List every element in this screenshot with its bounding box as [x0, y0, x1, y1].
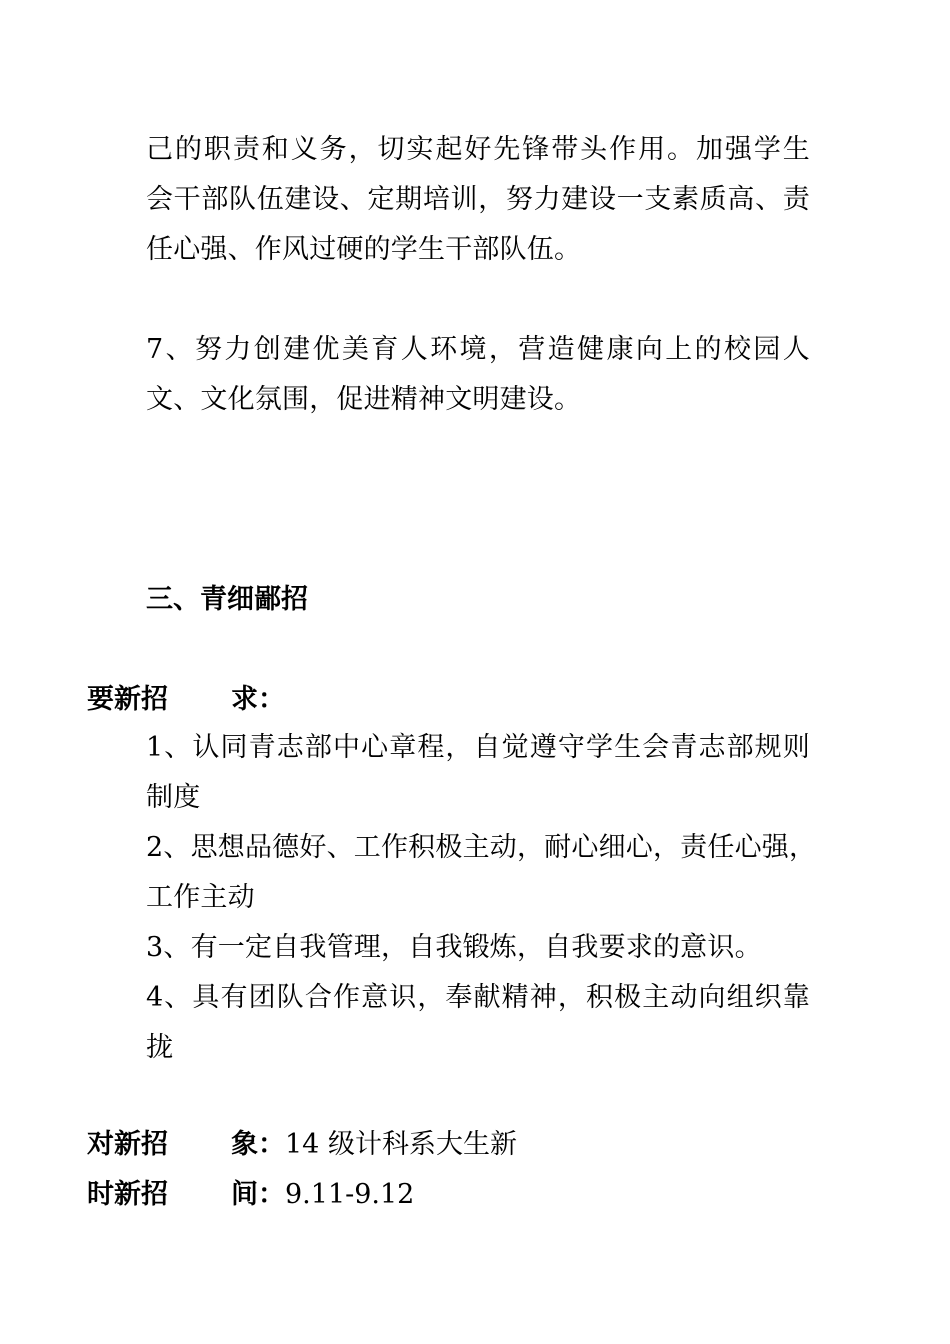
field-label: 要新招 [87, 684, 168, 715]
item-7-paragraph [146, 325, 810, 425]
list-item-line: 制度 [146, 782, 201, 813]
list-item-line: 工作主动 [146, 882, 255, 913]
field-label-suffix: 象： [231, 1129, 285, 1160]
list-item-line: 3、有一定自我管理，自我锻炼，自我要求的意识。 [146, 932, 762, 963]
paragraph-line: 7、努力创建优美育人环境，营造健康向上的校园人 [146, 334, 810, 365]
paragraph-line: 任心强、作风过硬的学生干部队伍。 [146, 234, 582, 265]
requirements-label [87, 675, 285, 725]
list-item-line: 2、思想品德好、工作积极主动，耐心细心，责任心强， [146, 832, 817, 863]
list-item-line: 4、具有团队合作意识，奉献精神，积极主动向组织靠 [146, 982, 810, 1013]
requirements-list [146, 723, 817, 1073]
field-label-suffix: 间： [231, 1179, 285, 1210]
section-heading: 三、青细鄙招 [146, 584, 308, 615]
paragraph-line: 己的职责和义务，切实起好先锋带头作用。加强学生 [146, 134, 810, 165]
list-item-line: 1、认同青志部中心章程，自觉遵守学生会青志部规则 [146, 732, 810, 763]
list-item-line: 拢 [146, 1032, 174, 1063]
field-label: 时新招 [87, 1179, 168, 1210]
time-row [87, 1170, 414, 1220]
time-value: 9.11-9.12 [285, 1179, 415, 1210]
field-label-suffix: 求： [231, 684, 285, 715]
target-row [87, 1120, 517, 1170]
field-label: 对新招 [87, 1129, 168, 1160]
target-value: 14 级计科系大生新 [285, 1129, 517, 1160]
paragraph-line: 会干部队伍建设、定期培训，努力建设一支素质高、责 [146, 184, 810, 215]
intro-paragraph [146, 125, 810, 275]
paragraph-line: 文、文化氛围，促进精神文明建设。 [146, 384, 582, 415]
